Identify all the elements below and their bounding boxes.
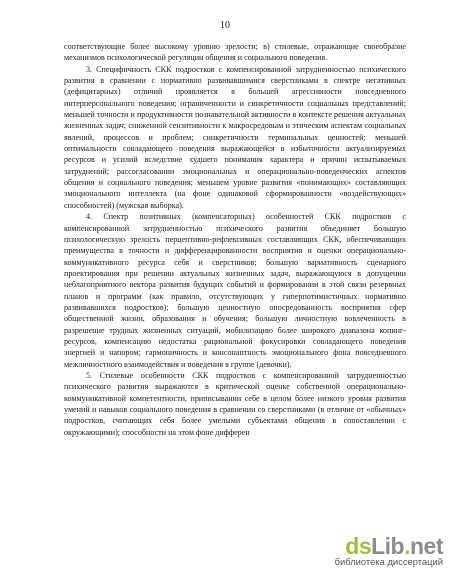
paragraph-3: 4. Спектр позитивных (компенсаторных) особенностей СКК подростков с компенсированной затрудненностью психического развития объединяет большую психологическую зрелость перцептивно-рефлексивных составляющих СКК, обеспечивающих преимущества в точности и дифференцированности восприятия и оценки операционально-коммуникативного ресурса себя и сверстников; большую вариативность сценарного проектирования при решении актуальных жизненных задач, выражающуюся в допущении неблагоприятного вектора развития будущих событий и формировании в этой связи резервных планов и программ (как правило, отсутствующих у гиперпотимистичных нормативно развивавшихся подростков); большую ценностную опосредованность восприятия сфер общественной жизни, образования и обучения; большую личностную вовлеченность в разрешение трудных жизненных ситуаций, мобилизацию более широкого диапазона копинг-ресурсов, компенсацию недостатка рациональной фокусировки совладающего поведения энергией и напором; гармоничность и консонантность эмоционального фона повседневного межличностного взаимодействия и поведения в группе (девочки). (64, 212, 406, 369)
watermark-caption: библиотека диссертаций (334, 556, 443, 567)
paragraph-4: 5. Стилевые особенности СКК подростков с компенсированной затрудненностью психического развития выражаются в критической оценке собственной операционально-коммуникативной компетентности, приписывании себе в целом более низкого уровня развития умений и навыков социального поведения в сравнении со сверстниками (в отличие от «обычных» подростков, считающих себя более умелыми субъектами общения в сопоставлении с окружающими); способности на этом фоне дифферен (64, 370, 406, 437)
dslib-watermark (318, 534, 443, 568)
paragraph-1: соответствующие более высокому уровню зрелости; в) стилевые, отражающие своеобразие механизмов психологической регуляции общения и социального поведения. (64, 42, 406, 63)
dslib-logo: dsLib.net (345, 533, 443, 559)
body-text (64, 41, 406, 438)
page-number: 10 (220, 20, 230, 31)
paragraph-2: 3. Специфичность СКК подростков с компенсированной затрудненностью психического развития в сравнении с нормативно развивавшимися сверстниками в спектре негативных (дефицитарных) отличий проявляется в большей агрессивности повседневного интерперсонального поведения; ограниченности и синкретичности социальных представлений; меньшей точности и продуктивности познавательной активности в контексте решения актуальных жизненных задач; сниженной сензитивности к макросредовым и этическим аспектам социальных явлений, процессов и проблем; синкретичности терминальных ценностей; меньшей оптимальности совладающего поведения выражающейся в избыточности актуализируемых ресурсов и усилий вследствие худшего понимания характера и причин испытываемых затруднений; рассогласовании эмоциональных и операционально-поведенческих аспектов общения и социального поведения; меньшем уровне развития «понимающих» составляющих эмоционального интеллекта (на фоне одинаковой сформированности «воздействующих» способностей) (мужская выборка). (64, 64, 406, 210)
